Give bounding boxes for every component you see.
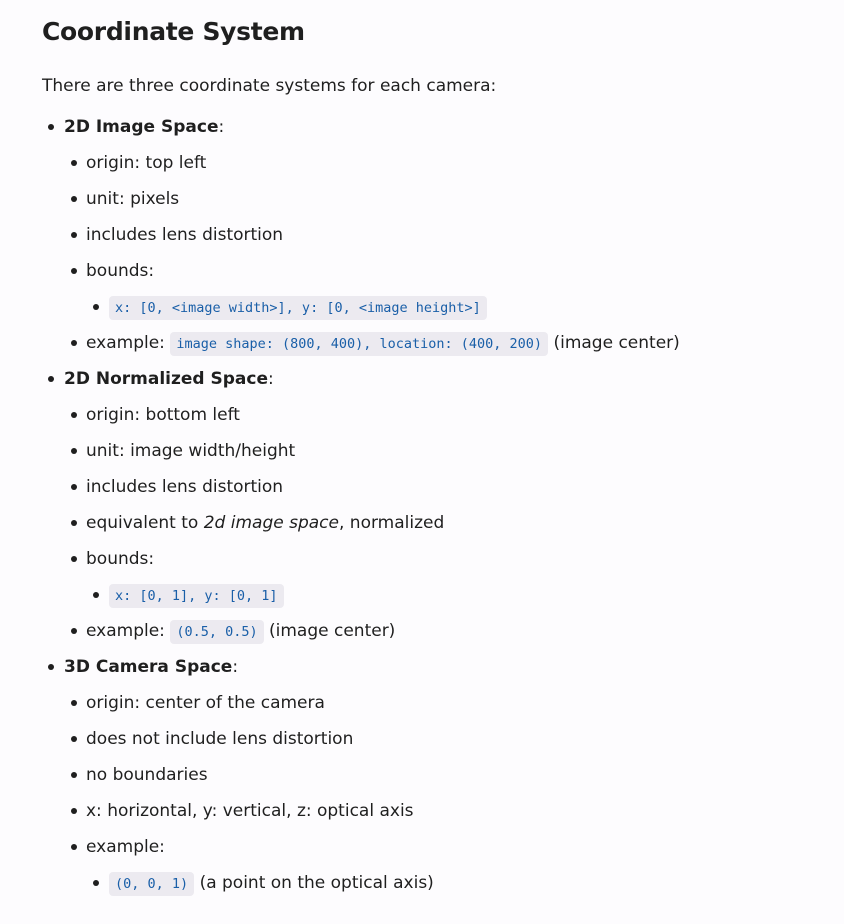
list-item: x: horizontal, y: vertical, z: optical axis xyxy=(64,793,832,829)
list-item: example: (0, 0, 1) (a point on the optical axis) xyxy=(64,829,832,901)
code-snippet: x: [0, 1], y: [0, 1] xyxy=(109,584,284,608)
list-item: example: (0.5, 0.5) (image center) xyxy=(64,613,832,649)
list-item: unit: image width/height xyxy=(64,433,832,469)
list-item: bounds: x: [0, 1], y: [0, 1] xyxy=(64,541,832,613)
document xyxy=(42,14,832,901)
space-title: 2D Normalized Space xyxy=(64,369,268,389)
example-list xyxy=(86,865,832,901)
list-item: origin: top left xyxy=(64,145,832,181)
list-item: does not include lens distortion xyxy=(64,721,832,757)
list-item: (0, 0, 1) (a point on the optical axis) xyxy=(86,865,832,901)
page-title: Coordinate System xyxy=(42,17,305,46)
intro-text: There are three coordinate systems for each camera: xyxy=(42,76,497,96)
space-properties xyxy=(64,685,832,901)
space-properties xyxy=(64,397,832,649)
space-title: 3D Camera Space xyxy=(64,657,233,677)
bounds-list xyxy=(86,577,832,613)
list-item xyxy=(86,289,832,325)
list-item: includes lens distortion xyxy=(64,469,832,505)
list-item: unit: pixels xyxy=(64,181,832,217)
list-item: no boundaries xyxy=(64,757,832,793)
code-snippet: image shape: (800, 400), location: (400, 200) xyxy=(170,332,548,356)
bounds-list xyxy=(86,289,832,325)
coordinate-systems-list xyxy=(42,109,832,901)
space-title: 2D Image Space xyxy=(64,117,219,137)
list-item-2d-normalized-space: 2D Normalized Space: origin: bottom left unit: image width/height includes lens distortion equivalent to 2d image space, normalized bounds: x: [0, 1], y: [0, 1] example: (0.5, 0.5) (image center) xyxy=(42,361,832,649)
list-item: origin: center of the camera xyxy=(64,685,832,721)
list-item: includes lens distortion xyxy=(64,217,832,253)
code-snippet: x: [0, <image width>], y: [0, <image height>] xyxy=(109,296,487,320)
space-properties xyxy=(64,145,832,361)
list-item-2d-image-space: 2D Image Space: origin: top left unit: pixels includes lens distortion bounds: x: [0, <image width>], y: [0, <image height>] example: image shape: (800, 400), location: (400, 200) (image center) xyxy=(42,109,832,361)
list-item: bounds: x: [0, <image width>], y: [0, <image height>] xyxy=(64,253,832,325)
list-item: equivalent to 2d image space, normalized xyxy=(64,505,832,541)
list-item: example: image shape: (800, 400), location: (400, 200) (image center) xyxy=(64,325,832,361)
list-item xyxy=(86,577,832,613)
list-item-3d-camera-space: 3D Camera Space: origin: center of the camera does not include lens distortion no boundaries x: horizontal, y: vertical, z: optical axis example: (0, 0, 1) (a point on the optical axis) xyxy=(42,649,832,901)
list-item: origin: bottom left xyxy=(64,397,832,433)
code-snippet: (0.5, 0.5) xyxy=(170,620,263,644)
code-snippet: (0, 0, 1) xyxy=(109,872,194,896)
